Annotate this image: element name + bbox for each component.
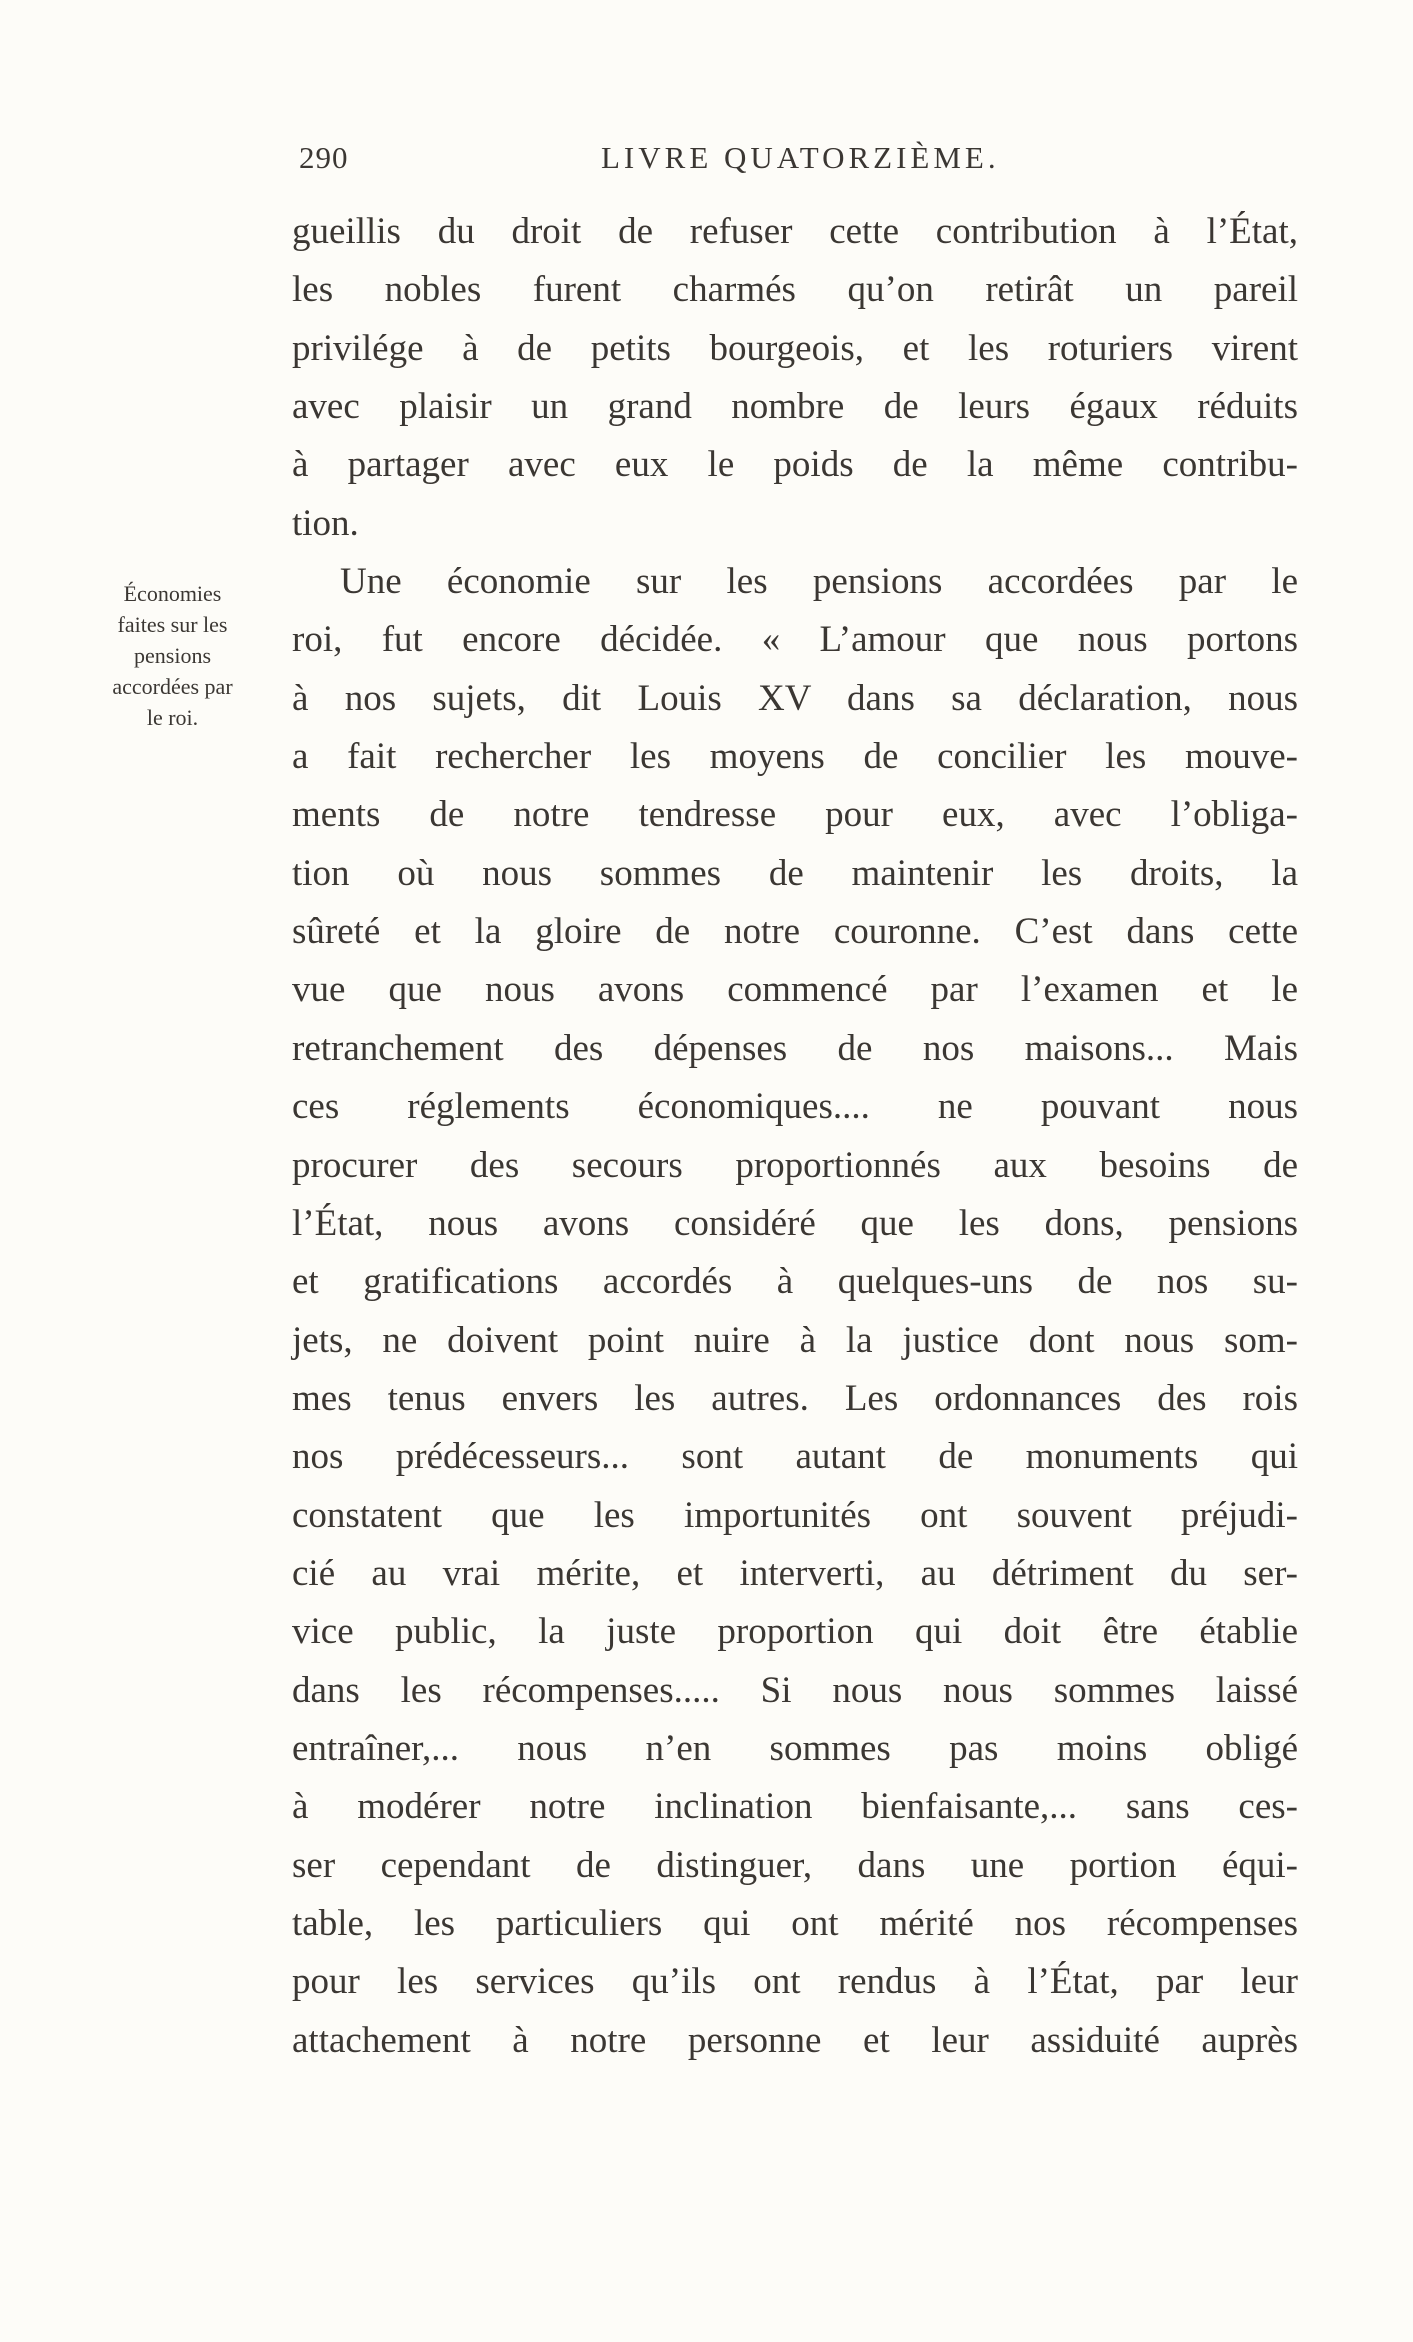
text-line: procurer des secours proportionnés aux besoins de (292, 1144, 1298, 1186)
margin-note-line: le roi. (146, 705, 199, 730)
margin-note-line: faites sur les (117, 612, 228, 637)
margin-note-line: accordées par (112, 674, 233, 699)
text-line: nos prédécesseurs... sont autant de monuments qui (292, 1436, 1298, 1478)
text-line: pour les services qu’ils ont rendus à l’État, par leur (292, 1961, 1298, 2003)
text-line: avec plaisir un grand nombre de leurs égaux réduits (292, 386, 1298, 428)
text-line: retranchement des dépenses de nos maisons... Mais (292, 1027, 1298, 1069)
text-line: et gratifications accordés à quelques-uns de nos su- (292, 1261, 1298, 1303)
text-line: jets, ne doivent point nuire à la justice dont nous som- (292, 1319, 1298, 1361)
text-line: constatent que les importunités ont souvent préjudi- (292, 1494, 1298, 1536)
text-line: entraîner,... nous n’en sommes pas moins obligé (292, 1727, 1298, 1769)
margin-note-line: pensions (134, 643, 211, 668)
page-number: 290 (299, 140, 349, 175)
body-text (292, 203, 1298, 2070)
text-line: à modérer notre inclination bienfaisante,... sans ces- (292, 1786, 1298, 1828)
text-line: les nobles furent charmés qu’on retirât un pareil (292, 269, 1298, 311)
margin-note-line: Économies (123, 581, 222, 606)
text-line: ces réglements économiques.... ne pouvant nous (292, 1086, 1298, 1128)
text-line: roi, fut encore décidée. « L’amour que nous portons (292, 619, 1298, 661)
text-line: vue que nous avons commencé par l’examen et le (292, 969, 1298, 1011)
running-title: LIVRE QUATORZIÈME. (601, 140, 1000, 175)
text-line: ments de notre tendresse pour eux, avec l’obliga- (292, 794, 1298, 836)
text-line: gueillis du droit de refuser cette contribution à l’État, (292, 211, 1298, 252)
text-line: mes tenus envers les autres. Les ordonnances des rois (292, 1377, 1298, 1419)
text-line: a fait rechercher les moyens de concilier les mouve- (292, 736, 1298, 778)
text-line: cié au vrai mérite, et interverti, au détriment du ser- (292, 1552, 1298, 1594)
margin-note (80, 578, 265, 733)
running-head (296, 140, 1300, 184)
text-line: vice public, la juste proportion qui doit être établie (292, 1611, 1298, 1653)
text-line: à nos sujets, dit Louis XV dans sa déclaration, nous (292, 677, 1298, 719)
text-line: tion. (292, 502, 359, 544)
text-line: table, les particuliers qui ont mérité nos récompenses (292, 1902, 1298, 1944)
text-line: Une économie sur les pensions accordées par le (340, 561, 1298, 603)
text-line: dans les récompenses..... Si nous nous sommes laissé (292, 1669, 1298, 1711)
text-line: l’État, nous avons considéré que les dons, pensions (292, 1202, 1298, 1244)
text-line: tion où nous sommes de maintenir les droits, la (292, 852, 1298, 894)
text-line: sûreté et la gloire de notre couronne. C’est dans cette (292, 911, 1298, 953)
text-line: attachement à notre personne et leur assiduité auprès (292, 2019, 1298, 2061)
text-line: privilége à de petits bourgeois, et les roturiers virent (292, 327, 1298, 369)
text-line: à partager avec eux le poids de la même contribu- (292, 444, 1298, 486)
text-line: ser cependant de distinguer, dans une portion équi- (292, 1844, 1298, 1886)
